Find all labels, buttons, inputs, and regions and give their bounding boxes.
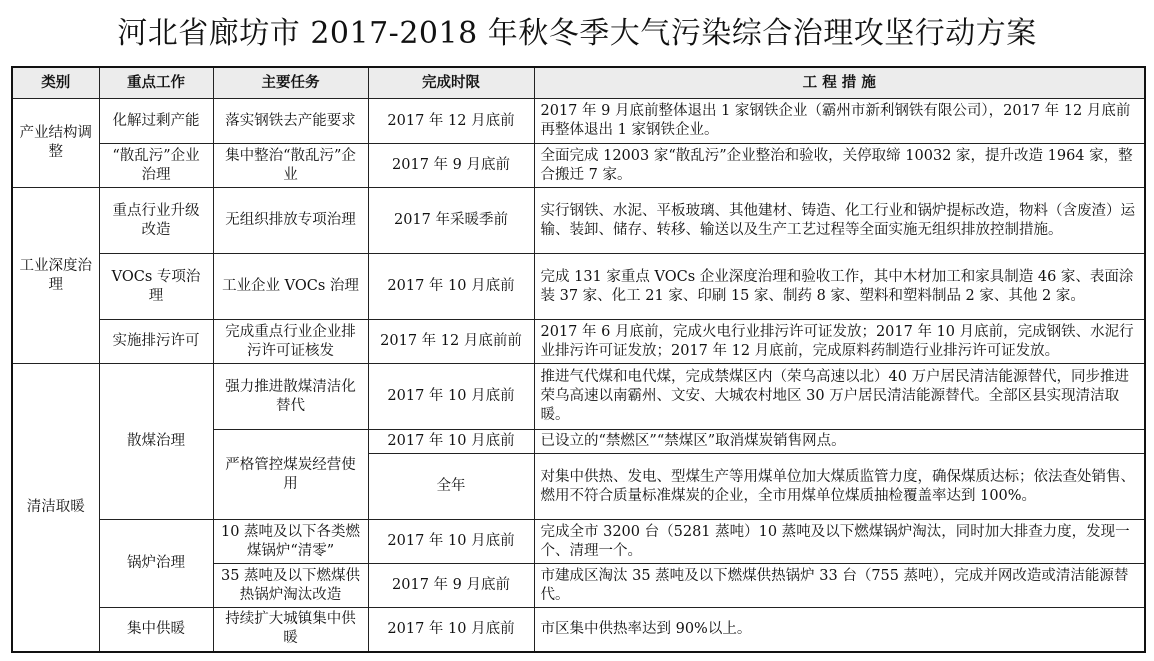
measures-cell: 市建成区淘汰 35 蒸吨及以下燃煤供热锅炉 33 台（755 蒸吨），完成并网改造或清洁能源替代。 [534,564,1145,608]
deadline-cell: 2017 年 10 月底前 [368,430,534,454]
measures-cell: 全面完成 12003 家“散乱污”企业整治和验收，关停取缔 10032 家，提升改造 1964 家，整合搬迁 7 家。 [534,144,1145,188]
table-row [12,320,1145,364]
category-cell: 清洁取暖 [12,364,99,652]
task-cell: 工业企业 VOCs 治理 [213,254,368,320]
deadline-cell: 2017 年 10 月底前 [368,364,534,430]
document-title: 河北省廊坊市 2017-2018 年秋冬季大气污染综合治理攻坚行动方案 [117,16,1037,51]
task-cell: 无组织排放专项治理 [213,188,368,254]
task-cell: 完成重点行业企业排污许可证核发 [213,320,368,364]
task-cell: 持续扩大城镇集中供暖 [213,608,368,652]
table-row [12,99,1145,144]
deadline-cell: 2017 年采暖季前 [368,188,534,254]
category-cell: 产业结构调整 [12,99,99,188]
key-work-cell: 实施排污许可 [99,320,213,364]
measures-cell: 已设立的“禁燃区”“禁煤区”取消煤炭销售网点。 [534,430,1145,454]
measures-cell: 2017 年 6 月底前，完成火电行业排污许可证发放；2017 年 10 月底前，完成钢铁、水泥行业排污许可证发放；2017 年 12 月底前，完成原料药制造行业排污许可证发放。 [534,320,1145,364]
task-cell: 强力推进散煤清洁化替代 [213,364,368,430]
key-work-cell: 化解过剩产能 [99,99,213,144]
measures-cell: 市区集中供热率达到 90%以上。 [534,608,1145,652]
table-row [12,364,1145,430]
task-cell: 10 蒸吨及以下各类燃煤锅炉“清零” [213,520,368,564]
measures-cell: 对集中供热、发电、型煤生产等用煤单位加大煤质监管力度，确保煤质达标；依法查处销售、燃用不符合质量标准煤炭的企业，全市用煤单位煤质抽检覆盖率达到 100%。 [534,454,1145,520]
key-work-cell: “散乱污”企业治理 [99,144,213,188]
table-row [12,144,1145,188]
measures-cell: 完成全市 3200 台（5281 蒸吨）10 蒸吨及以下燃煤锅炉淘汰，同时加大排查力度，发现一个、清理一个。 [534,520,1145,564]
measures-cell: 完成 131 家重点 VOCs 企业深度治理和验收工作，其中木材加工和家具制造 46 家、表面涂装 37 家、化工 21 家、印刷 15 家、制药 8 家、塑料和塑料制品 2 家、其他 2 家。 [534,254,1145,320]
header-task: 主要任务 [213,67,368,99]
key-work-cell: 集中供暖 [99,608,213,652]
key-work-cell: 重点行业升级改造 [99,188,213,254]
table-header-row [12,67,1145,99]
task-cell: 35 蒸吨及以下燃煤供热锅炉淘汰改造 [213,564,368,608]
key-work-cell: 锅炉治理 [99,520,213,608]
deadline-cell: 全年 [368,454,534,520]
deadline-cell: 2017 年 10 月底前 [368,254,534,320]
key-work-cell: VOCs 专项治理 [99,254,213,320]
deadline-cell: 2017 年 9 月底前 [368,144,534,188]
measures-cell: 实行钢铁、水泥、平板玻璃、其他建材、铸造、化工行业和锅炉提标改造，物料（含废渣）运输、装卸、储存、转移、输送以及生产工艺过程等全面实施无组织排放控制措施。 [534,188,1145,254]
key-work-cell: 散煤治理 [99,364,213,520]
table-row [12,254,1145,320]
measures-cell: 推进气代煤和电代煤，完成禁煤区内（荣乌高速以北）40 万户居民清洁能源替代，同步推进荣乌高速以南霸州、文安、大城农村地区 30 万户居民清洁能源替代。全部区县实现清洁取暖。 [534,364,1145,430]
deadline-cell: 2017 年 10 月底前 [368,520,534,564]
deadline-cell: 2017 年 12 月底前前 [368,320,534,364]
table-row [12,188,1145,254]
table-row [12,520,1145,564]
deadline-cell: 2017 年 12 月底前 [368,99,534,144]
task-cell: 落实钢铁去产能要求 [213,99,368,144]
measures-cell: 2017 年 9 月底前整体退出 1 家钢铁企业（霸州市新利钢铁有限公司），2017 年 12 月底前再整体退出 1 家钢铁企业。 [534,99,1145,144]
deadline-cell: 2017 年 9 月底前 [368,564,534,608]
deadline-cell: 2017 年 10 月底前 [368,608,534,652]
task-cell: 严格管控煤炭经营使用 [213,430,368,520]
header-deadline: 完成时限 [368,67,534,99]
category-cell: 工业深度治理 [12,188,99,364]
header-measures: 工 程 措 施 [534,67,1145,99]
header-key-work: 重点工作 [99,67,213,99]
table-row [12,608,1145,652]
plan-table [11,66,1146,653]
task-cell: 集中整治“散乱污”企业 [213,144,368,188]
header-category: 类别 [12,67,99,99]
